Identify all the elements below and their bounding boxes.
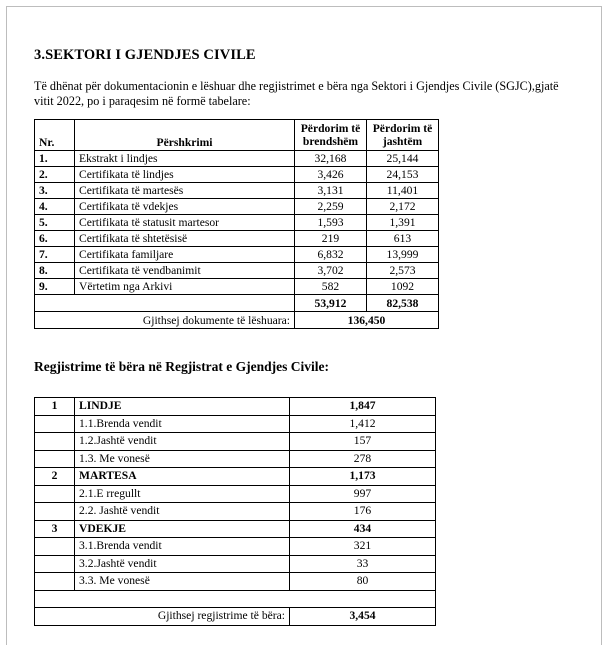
document-row <box>35 231 439 247</box>
item-value: 157 <box>290 433 436 451</box>
row-internal-count: 3,426 <box>295 167 367 183</box>
item-value: 1,412 <box>290 415 436 433</box>
registration-item-row <box>35 555 436 573</box>
item-value: 80 <box>290 573 436 591</box>
item-label: 2.1.E rregullt <box>75 485 290 503</box>
header-nr: Nr. <box>35 120 75 151</box>
row-description: Certifikata të lindjes <box>75 167 295 183</box>
row-external-count: 1,391 <box>367 215 439 231</box>
registration-item-row <box>35 485 436 503</box>
subtotal-external: 82,538 <box>367 295 439 312</box>
registrations-total-label: Gjithsej regjistrime të bëra: <box>35 608 290 626</box>
row-external-count: 25,144 <box>367 151 439 167</box>
row-number: 2. <box>35 167 75 183</box>
group-label: MARTESA <box>75 468 290 486</box>
item-label: 3.3. Me vonesë <box>75 573 290 591</box>
row-number: 4. <box>35 199 75 215</box>
item-number-empty <box>35 485 75 503</box>
document-row <box>35 183 439 199</box>
group-number: 3 <box>35 520 75 538</box>
item-label: 1.3. Me vonesë <box>75 450 290 468</box>
row-description: Certifikata të martesës <box>75 183 295 199</box>
item-value: 278 <box>290 450 436 468</box>
section-title: 3.SEKTORI I GJENDJES CIVILE <box>34 47 256 63</box>
documents-table-header <box>35 120 439 151</box>
document-row <box>35 167 439 183</box>
group-label: VDEKJE <box>75 520 290 538</box>
row-description: Vërtetim nga Arkivi <box>75 279 295 295</box>
registration-item-row <box>35 450 436 468</box>
document-row <box>35 215 439 231</box>
registration-item-row <box>35 433 436 451</box>
spacer-cell <box>35 590 436 608</box>
item-label: 2.2. Jashtë vendit <box>75 503 290 521</box>
row-internal-count: 1,593 <box>295 215 367 231</box>
item-value: 997 <box>290 485 436 503</box>
document-row <box>35 263 439 279</box>
registration-item-row <box>35 538 436 556</box>
document-row <box>35 199 439 215</box>
registration-item-row <box>35 503 436 521</box>
item-number-empty <box>35 555 75 573</box>
row-internal-count: 2,259 <box>295 199 367 215</box>
item-label: 1.2.Jashtë vendit <box>75 433 290 451</box>
row-description: Certifikata familjare <box>75 247 295 263</box>
registrations-table <box>34 397 436 626</box>
row-description: Ekstrakt i lindjes <box>75 151 295 167</box>
documents-table <box>34 119 439 329</box>
item-number-empty <box>35 415 75 433</box>
total-value: 136,450 <box>295 312 439 329</box>
intro-paragraph: Të dhënat për dokumentacionin e lëshuar dhe regjistrimet e bëra nga Sektori i Gjendjes Civile (SGJC),gjatë vitit 2022, po i paraqesim në formë tabelare: <box>34 79 559 108</box>
document-page <box>6 6 602 645</box>
item-number-empty <box>35 538 75 556</box>
header-external-line1: Përdorim të <box>372 122 433 135</box>
row-internal-count: 582 <box>295 279 367 295</box>
header-internal-line1: Përdorim të <box>300 122 361 135</box>
row-internal-count: 3,131 <box>295 183 367 199</box>
row-description: Certifikata të shtetësisë <box>75 231 295 247</box>
document-row <box>35 279 439 295</box>
total-row <box>35 312 439 329</box>
row-external-count: 2,573 <box>367 263 439 279</box>
row-number: 1. <box>35 151 75 167</box>
registrations-title: Regjistrime të bëra në Regjistrat e Gjendjes Civile: <box>34 359 330 374</box>
header-external-use <box>367 120 439 151</box>
document-row <box>35 247 439 263</box>
item-label: 3.2.Jashtë vendit <box>75 555 290 573</box>
row-number: 8. <box>35 263 75 279</box>
row-description: Certifikata të vdekjes <box>75 199 295 215</box>
row-external-count: 613 <box>367 231 439 247</box>
row-internal-count: 32,168 <box>295 151 367 167</box>
row-number: 6. <box>35 231 75 247</box>
item-number-empty <box>35 433 75 451</box>
group-value: 1,173 <box>290 468 436 486</box>
row-number: 9. <box>35 279 75 295</box>
item-label: 3.1.Brenda vendit <box>75 538 290 556</box>
spacer-row <box>35 590 436 608</box>
row-description: Certifikata të statusit martesor <box>75 215 295 231</box>
subtotal-empty <box>35 295 295 312</box>
row-internal-count: 6,832 <box>295 247 367 263</box>
registration-group-row <box>35 520 436 538</box>
row-external-count: 13,999 <box>367 247 439 263</box>
header-description: Përshkrimi <box>75 120 295 151</box>
registration-item-row <box>35 573 436 591</box>
registration-group-row <box>35 398 436 416</box>
item-number-empty <box>35 503 75 521</box>
row-external-count: 11,401 <box>367 183 439 199</box>
row-internal-count: 219 <box>295 231 367 247</box>
row-external-count: 1092 <box>367 279 439 295</box>
group-number: 1 <box>35 398 75 416</box>
item-number-empty <box>35 573 75 591</box>
subtotal-internal: 53,912 <box>295 295 367 312</box>
item-number-empty <box>35 450 75 468</box>
group-value: 1,847 <box>290 398 436 416</box>
total-label: Gjithsej dokumente të lëshuara: <box>35 312 295 329</box>
header-internal-use <box>295 120 367 151</box>
registrations-total-value: 3,454 <box>290 608 436 626</box>
row-number: 7. <box>35 247 75 263</box>
header-internal-line2: brendshëm <box>302 135 359 148</box>
registrations-total-row <box>35 608 436 626</box>
group-value: 434 <box>290 520 436 538</box>
row-external-count: 2,172 <box>367 199 439 215</box>
document-row <box>35 151 439 167</box>
group-number: 2 <box>35 468 75 486</box>
row-number: 3. <box>35 183 75 199</box>
row-external-count: 24,153 <box>367 167 439 183</box>
registration-item-row <box>35 415 436 433</box>
group-label: LINDJE <box>75 398 290 416</box>
row-internal-count: 3,702 <box>295 263 367 279</box>
row-number: 5. <box>35 215 75 231</box>
item-value: 321 <box>290 538 436 556</box>
item-value: 33 <box>290 555 436 573</box>
registration-group-row <box>35 468 436 486</box>
row-description: Certifikata të vendbanimit <box>75 263 295 279</box>
subtotal-row <box>35 295 439 312</box>
item-label: 1.1.Brenda vendit <box>75 415 290 433</box>
item-value: 176 <box>290 503 436 521</box>
header-external-line2: jashtëm <box>382 135 423 148</box>
